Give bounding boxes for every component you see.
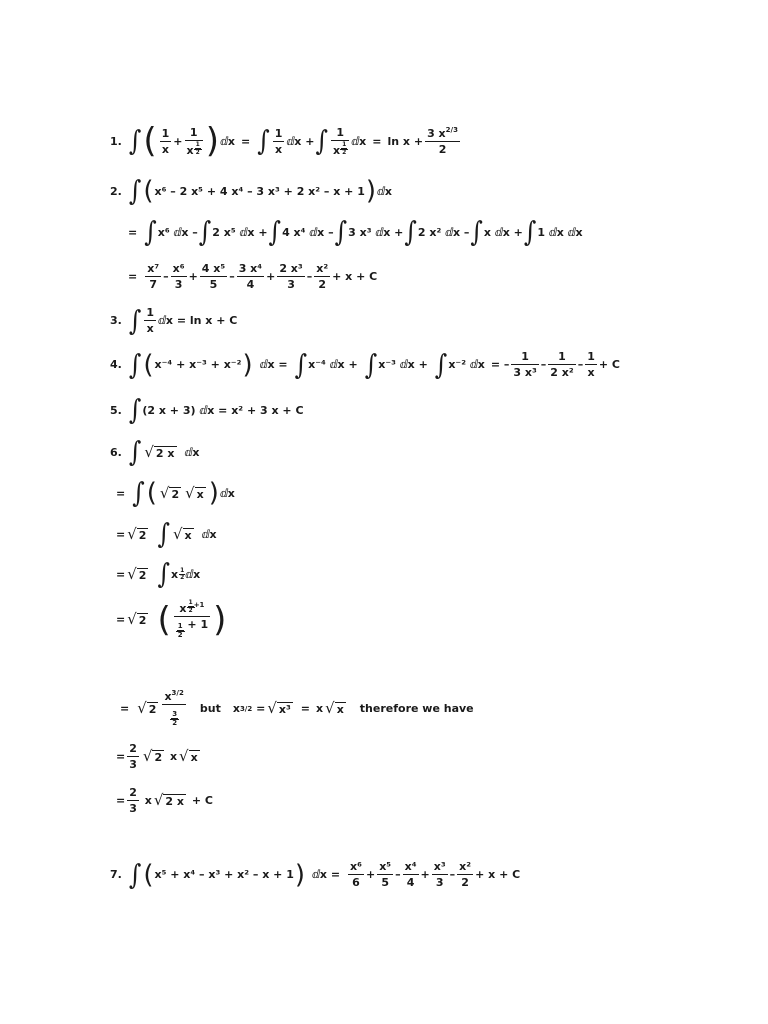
fraction: 1 x $\frac{1}{2}$: [332, 126, 348, 157]
problem-6-step-6: = $\frac{2}{3}$ √ 2 x √ x: [116, 742, 198, 771]
problem-2: 2. ∫ ( x⁶ – 2 x⁵ + 4 x⁴ – 3 x³ + 2 x² – x + 1 ) ⅆx: [110, 174, 393, 208]
problem-1: 1. ∫ ( 1 x + 1 x $\frac{1}{2}$ ) ⅆx = ∫ 1 x ⅆx + ∫ 1 x $\frac{1}{2}$ ⅆx = ln x + $\frac{3 x^{2/3}}{2}$: [110, 121, 458, 161]
problem-number: 2.: [110, 184, 122, 198]
problem-3: 3. ∫ 1 x ⅆx = ln x + C: [110, 304, 238, 337]
problem-number: 7.: [110, 868, 122, 881]
fraction: 1 x: [274, 126, 283, 156]
square-root: √ 2 x: [144, 442, 175, 461]
problem-6-step-3: = √ 2 ∫ x $\frac{1}{2}$ ⅆx: [116, 557, 201, 591]
integral-sign: ∫: [257, 124, 270, 158]
paren-open: (: [143, 121, 157, 161]
fraction: 1 x $\frac{1}{2}$: [186, 126, 202, 157]
problem-6-step-2: = √ 2 ∫ √ x ⅆx: [116, 517, 217, 551]
integral-sign: ∫: [315, 124, 328, 158]
problem-6-step-7: = $\frac{2}{3}$ x √ 2 x + C: [116, 786, 213, 815]
problem-2-step-1: = ∫ x⁶ ⅆx – ∫ 2 x⁵ ⅆx + ∫ 4 x⁴ ⅆx – ∫ 3 x³ ⅆx + ∫ 2 x² ⅆx – ∫ x ⅆx + ∫ 1 ⅆx ⅆx: [128, 215, 583, 249]
integral-sign: ∫: [128, 124, 142, 158]
problem-number: 3.: [110, 314, 122, 327]
fraction: $\frac{3 x^{2/3}}{2}$: [427, 125, 458, 156]
problem-number: 5.: [110, 403, 122, 417]
problem-number: 1.: [110, 134, 122, 148]
problem-6-step-4: = √ 2 ( x $\frac{1}{2}$ $^{+1}$ $\frac{1}{2}$ + 1 ): [116, 599, 227, 640]
paren-close: ): [205, 121, 220, 161]
problem-6-step-1: = ∫ ( √ 2 √ x ) ⅆx: [116, 476, 235, 510]
problem-6-step-5: = √ 2 $x^{3/2}$ $\frac{3}{2}$ but x 3/2 = √ x³ = x √ x therefore we have: [120, 689, 474, 727]
problem-2-step-2: = x⁷ 7 – x⁶ 3 + $\frac{\text{4 x⁵}}{5}$ – 3 x⁴ 4 + $\frac{\text{2 x³}}{3}$ – x² 2 + x + C: [128, 262, 378, 291]
problem-number: 6.: [110, 445, 122, 459]
fraction: 1 x: [161, 126, 170, 156]
problem-7: 7. ∫ ( x⁵ + x⁴ – x³ + x² – x + 1 ) ⅆx = x⁶ 6 + $\frac{\text{x⁵}}{5}$ – x⁴ 4 + $\frac{\text{x³}}{3}$ – x² 2 + x + C: [110, 858, 521, 891]
problem-5: 5. ∫ (2 x + 3) ⅆx = x² + 3 x + C: [110, 393, 304, 427]
problem-6: 6. ∫ √ 2 x ⅆx: [110, 435, 200, 469]
problem-number: 4.: [110, 358, 122, 371]
problem-4: 4. ∫ ( x⁻⁴ + x⁻³ + x⁻² ) ⅆx = ∫ x⁻⁴ ⅆx + ∫ x⁻³ ⅆx + ∫ x⁻² ⅆx = – 1 3 x³ – 1 2 x² – 1 x + C: [110, 348, 620, 381]
integral-sign: ∫: [128, 174, 142, 208]
